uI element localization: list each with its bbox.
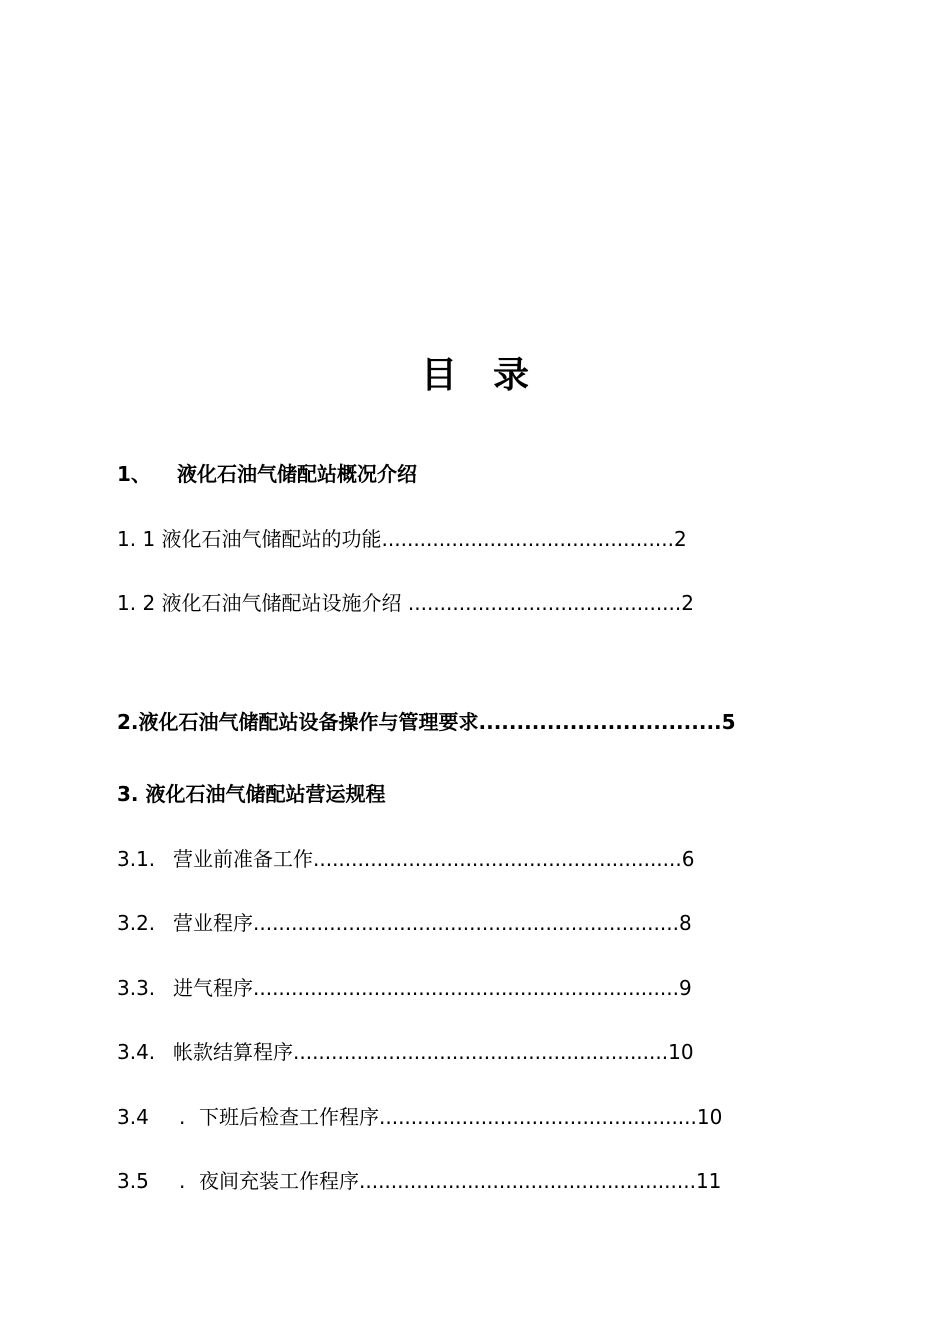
toc-entry-3 <box>117 780 385 808</box>
toc-entry-number: 3. <box>117 782 139 806</box>
toc-entry-3-4b <box>117 1103 722 1131</box>
toc-entry-page: 9 <box>678 976 692 1000</box>
toc-entry-number: 1、 <box>117 462 151 486</box>
toc-entry-1 <box>117 460 417 488</box>
toc-entry-number: 3.1. <box>117 847 156 871</box>
toc-entry-separator: . <box>179 1169 186 1193</box>
toc-entry-page: 8 <box>678 911 692 935</box>
toc-entry-1-2 <box>117 589 694 617</box>
toc-entry-text: 帐款结算程序 <box>173 1040 293 1064</box>
toc-entry-leader: .............................................. <box>381 527 674 551</box>
toc-entry-number: 3.2. <box>117 911 156 935</box>
toc-entry-page: 11 <box>695 1169 722 1193</box>
toc-entry-text: 夜间充装工作程序 <box>199 1169 359 1193</box>
toc-entry-text: 液化石油气储配站概况介绍 <box>177 462 417 486</box>
toc-entry-number: 3.4. <box>117 1040 156 1064</box>
toc-entry-page: 6 <box>681 847 695 871</box>
toc-entry-text: 营业程序 <box>173 911 253 935</box>
toc-entry-3-4 <box>117 1038 694 1066</box>
toc-entry-leader: ................................ <box>478 710 722 734</box>
toc-entry-page: 10 <box>668 1040 694 1064</box>
toc-entry-leader: ..................................................... <box>359 1169 696 1193</box>
toc-entry-leader: ........................................................... <box>293 1040 669 1064</box>
toc-title: 目录 <box>420 355 565 396</box>
toc-entry-number: 2. <box>117 710 139 734</box>
toc-entry-3-5 <box>117 1167 721 1195</box>
toc-entry-text: 液化石油气储配站设备操作与管理要求 <box>138 710 479 734</box>
toc-entry-page: 2 <box>681 591 694 615</box>
toc-entry-1-1 <box>117 525 687 553</box>
toc-entry-text: 下班后检查工作程序 <box>199 1105 379 1129</box>
toc-entry-text: 营业前准备工作 <box>173 847 313 871</box>
toc-entry-number: 3.3. <box>117 976 156 1000</box>
toc-entry-leader: .................................................. <box>379 1105 697 1129</box>
toc-entry-2 <box>117 708 736 736</box>
toc-entry-text: 液化石油气储配站营运规程 <box>145 782 386 806</box>
toc-entry-3-3 <box>117 974 692 1002</box>
toc-entry-number: 3.4 <box>117 1105 149 1129</box>
toc-entry-3-2 <box>117 909 692 937</box>
toc-entry-text: 液化石油气储配站的功能 <box>161 527 382 551</box>
toc-entry-leader: .......................................................... <box>313 847 682 871</box>
toc-entry-text: 液化石油气储配站设施介绍 <box>161 591 402 615</box>
toc-entry-leader: ................................................................... <box>253 976 679 1000</box>
toc-entry-leader: ................................................................... <box>253 911 679 935</box>
toc-entry-3-1 <box>117 845 694 873</box>
toc-entry-number: 1. 2 <box>117 591 156 615</box>
toc-entry-text: 进气程序 <box>173 976 253 1000</box>
toc-entry-page: 5 <box>721 710 736 734</box>
toc-entry-separator: . <box>179 1105 186 1129</box>
toc-entry-leader: ........................................... <box>401 591 682 615</box>
toc-entry-page: 2 <box>673 527 687 551</box>
toc-entry-number: 1. 1 <box>117 527 156 551</box>
toc-entry-number: 3.5 <box>117 1169 149 1193</box>
toc-entry-page: 10 <box>696 1105 723 1129</box>
